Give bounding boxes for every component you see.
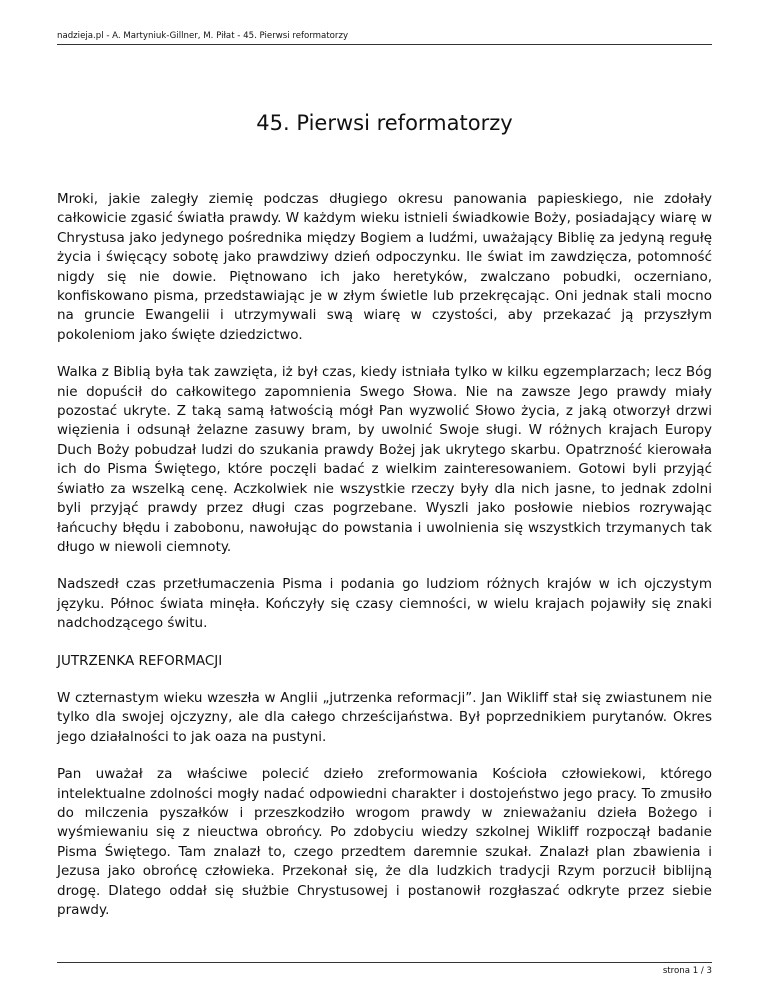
footer-divider xyxy=(57,962,712,963)
page-number: strona 1 / 3 xyxy=(662,966,712,976)
page-header: nadzieja.pl - A. Martyniuk-Gillner, M. Piłat - 45. Pierwsi reformatorzy xyxy=(57,31,349,41)
header-divider xyxy=(57,44,712,45)
paragraph-3: Nadszedł czas przetłumaczenia Pisma i podania go ludziom różnych krajów w ich ojczystym języku. Północ świata minęła. Kończyły się czasy ciemności, w wielu krajach pojawiły się znaki nadchodzącego świtu. xyxy=(57,576,712,632)
paragraph-1: Mroki, jakie zaległy ziemię podczas długiego okresu panowania papieskiego, nie zdołały całkowicie zgasić światła prawdy. W każdym wieku istnieli świadkowie Boży, posiadający wiarę w Chrystusa jako jedynego pośrednika między Bogiem a ludźmi, uważający Biblię za jedyną regułę życia i święcący sobotę jako prawdziwy dzień odpoczynku. Ile świat im zawdzięcza, potomność nigdy się nie dowie. Piętnowano ich jako heretyków, zwalczano pobudki, oczerniano, konfiskowano pisma, przedstawiając je w złym świetle lub przekręcając. Oni jednak stali mocno na gruncie Ewangelii i utrzymywali swą wiarę w czystości, aby przekazać ją przyszłym pokoleniom jako święte dziedzictwo. xyxy=(57,191,712,343)
document-title: 45. Pierwsi reformatorzy xyxy=(256,111,513,135)
paragraph-2: Walka z Biblią była tak zawzięta, iż był czas, kiedy istniała tylko w kilku egzemplarzach; lecz Bóg nie dopuścił do całkowitego zapomnienia Swego Słowa. Nie na zawsze Jego prawdy miały pozostać ukryte. Z taką samą łatwością mógł Pan wyzwolić Słowo życia, z jaką otworzył drzwi więzienia i odsunął żelazne zasuwy bram, by uwolnić Swoje sługi. W różnych krajach Europy Duch Boży pobudzał ludzi do szukania prawdy Bożej jak ukrytego skarbu. Opatrzność kierowała ich do Pisma Świętego, które poczęli badać z wielkim zainteresowaniem. Gotowi byli przyjąć światło za wszelką cenę. Aczkolwiek nie wszystkie rzeczy były dla nich jasne, to jednak zdolni byli przyjąć prawdy przez długi czas pogrzebane. Wyszli jako posłowie niebios rozrywając łańcuchy błędu i zabobonu, nawołując do powstania i uwolnienia się wszystkich trzymanych tak długo w niewoli ciemnoty. xyxy=(57,364,712,555)
document-body xyxy=(57,190,712,938)
paragraph-4: W czternastym wieku wzeszła w Anglii „jutrzenka reformacji”. Jan Wikliff stał się zwiastunem nie tylko dla swojej ojczyzny, ale dla całego chrześcijaństwa. Był poprzednikiem purytanów. Okres jego działalności to jak oaza na pustyni. xyxy=(57,689,712,745)
section-heading: JUTRZENKA REFORMACJI xyxy=(57,652,223,669)
paragraph-5: Pan uważał za właściwe polecić dzieło zreformowania Kościoła człowiekowi, którego intelektualne zdolności mogły nadać odpowiedni charakter i dostojeństwo jego pracy. To zmusiło do milczenia pyszałków i przeszkodziło wrogom prawdy w znieważaniu dzieła Bożego i wyśmiewaniu się z nieuctwa obrońcy. Po zdobyciu wiedzy szkolnej Wikliff rozpoczął badanie Pisma Świętego. Tam znalazł to, czego przedtem daremnie szukał. Znalazł plan zbawienia i Jezusa jako obrońcę człowieka. Przekonał się, że dla ludzkich tradycji Rzym porzucił biblijną drogę. Dlatego oddał się służbie Chrystusowej i postanowił rozgłaszać odkryte przez siebie prawdy. xyxy=(57,766,712,918)
